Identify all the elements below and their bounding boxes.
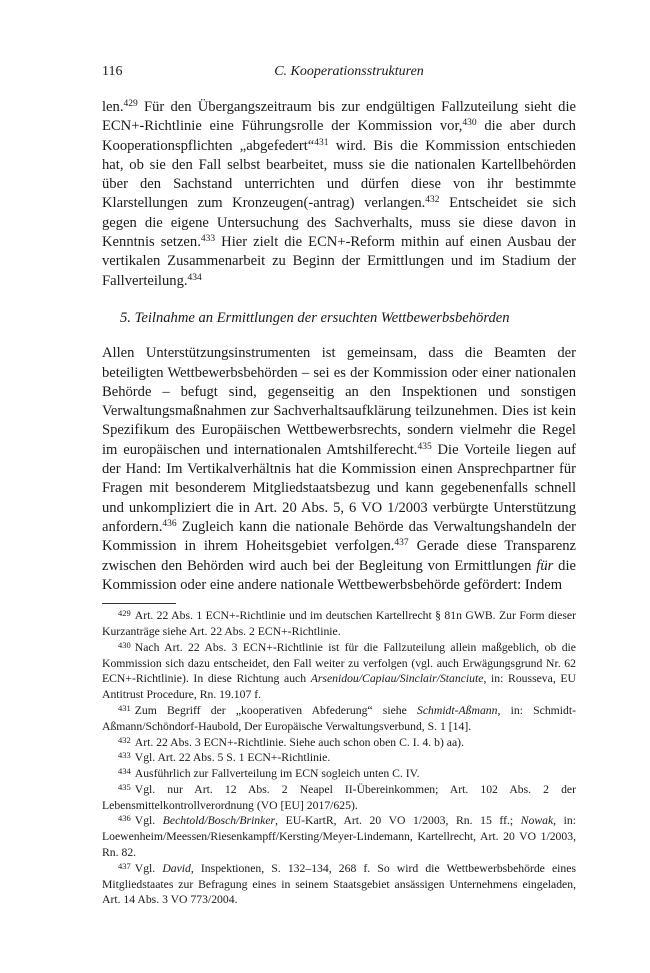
- author-names: Arsenidou/Capiau/Sinclair/Stanciute: [310, 672, 484, 686]
- footnote-text: Art. 22 Abs. 1 ECN+-Richtlinie und im deutschen Kartellrecht § 81n GWB. Zur Form dieser Kurzanträge siehe Art. 22 Abs. 2 ECN+-Richtlinie.: [102, 609, 576, 638]
- footnote-text: Vgl. nur Art. 12 Abs. 2 Neapel II-Übereinkommen; Art. 102 Abs. 2 der Lebensmittelkontrollverordnung (VO [EU] 2017/625).: [102, 782, 576, 812]
- footnote-text: Nach Art. 22 Abs. 3 ECN+-Richtlinie ist für die Fallzuteilung allein maßgeblich, ob die Kommission sich dazu entscheidet, den Fall weiter zu verfolgen (vgl. auch Erwägungsgrund Nr. 62 ECN+-Richtlinie). In diese Richtung auch: [102, 640, 576, 686]
- footnote-text: , Inspektionen, S. 132–134, 268 f. So wird die Wettbewerbsbehörde eines Mitgliedstaates zur Befragung eines in seinem Staatsgebiet ansässigen Unternehmens eingeladen, Art. 14 Abs. 3 VO 773/2004.: [102, 861, 576, 907]
- text-run: wird. Bis die Kommission entschieden hat, ob sie den Fall selbst bearbeitet, muss sie die nationalen Kartellbehörden über den Sachstand unterrichten und dürfen diese von ihr bestimmte Klarstellungen zum Kronzeugen(-antrag) verlangen.: [102, 137, 576, 212]
- document-page: [102, 64, 576, 908]
- page-header: [102, 64, 576, 84]
- author-names: Schmidt-Aßmann: [417, 703, 498, 717]
- footnote-number: 433: [118, 750, 131, 761]
- text-run: Zugleich kann die nationale Behörde das Verwaltungshandeln der Kommission in ihrem Hoheitsgebiet verfolgen.: [102, 518, 576, 555]
- text-run: Für den Übergangszeitraum bis zur endgültigen Fallzuteilung sieht die ECN+-Richtlinie eine Führungsrolle der Kommission vor,: [102, 99, 576, 135]
- page-number: 116: [102, 64, 123, 79]
- text-run: Die Vorteile liegen auf der Hand: Im Vertikalverhältnis hat die Kommission einen Ansprechpartner für Fragen mit besonderem Mitgliedstaatsbezug und kann gegebenenfalls schnell und unkompliziert die in Art. 20 Abs. 5, 6 VO 1/2003 verbürgte Unterstützung anfordern.: [102, 441, 576, 535]
- footnote-text: Ausführlich zur Fallverteilung im ECN sogleich unten C. IV.: [134, 767, 420, 781]
- footnote-number: 430: [118, 639, 131, 650]
- footnote-ref-432[interactable]: 432: [425, 195, 440, 206]
- text-run: Gerade diese Transparenz zwischen den Behörden wird auch bei der Begleitung von Ermittlungen: [102, 538, 576, 574]
- footnote-text: , in: Schmidt-Aßmann/Schöndorf-Haubold, Der Europäische Verwaltungsverbund, S. 1 [14].: [102, 703, 576, 733]
- footnote-separator: [102, 603, 176, 604]
- section-heading: 5. Teilnahme an Ermittlungen der ersuchten Wettbewerbsbehörden: [120, 309, 510, 326]
- footnote-text: Vgl. Art. 22 Abs. 5 S. 1 ECN+-Richtlinie.: [134, 751, 331, 765]
- text-run: Hier zielt die ECN+-Reform mithin auf einen Ausbau der vertikalen Zusammenarbeit zu Beginn der Ermittlungen und im Stadium der Fallverteilung.: [102, 234, 576, 289]
- footnote-ref-434[interactable]: 434: [187, 272, 202, 283]
- footnote-ref-437[interactable]: 437: [394, 538, 409, 549]
- footnote-text: Zum Begriff der „kooperativen Abfederung“ siehe: [134, 703, 417, 717]
- footnotes: [102, 608, 576, 908]
- footnote-433: [102, 750, 576, 766]
- footnote-ref-431[interactable]: 431: [314, 137, 329, 148]
- text-run: Entscheidet sie sich gegen die eigene Untersuchung des Sachverhalts, muss sie diese davon in Kenntnis setzen.: [102, 195, 576, 251]
- footnote-437: [102, 861, 576, 908]
- author-names: Bechtold/Bosch/Brinker: [162, 814, 276, 828]
- footnote-ref-430[interactable]: 430: [462, 118, 477, 129]
- footnote-number: 434: [118, 766, 131, 777]
- running-title: C. Kooperationsstrukturen: [274, 64, 424, 79]
- author-names: David: [162, 861, 191, 875]
- footnote-429: [102, 608, 576, 640]
- footnote-ref-436[interactable]: 436: [162, 518, 177, 529]
- text-run: die aber durch Kooperationspflichten „abgefedert“: [102, 118, 576, 154]
- footnote-431: [102, 703, 576, 735]
- footnote-text: , in: Loewenheim/Meessen/Riesenkampff/Kersting/Meyer-Lindemann, Kartellrecht, Art. 20 VO 1/2003, Rn. 82.: [102, 814, 577, 860]
- footnote-text: , in: Rousseva, EU Antitrust Procedure, Rn. 19.107 f.: [102, 672, 576, 702]
- paragraph-2: [102, 344, 576, 595]
- footnote-436: [102, 813, 576, 860]
- footnote-number: 431: [118, 702, 131, 713]
- footnote-number: 437: [118, 860, 131, 871]
- footnote-432: [102, 735, 576, 751]
- footnote-ref-435[interactable]: 435: [417, 441, 432, 452]
- footnote-430: [102, 640, 576, 703]
- text-run: die Kommission oder eine andere nationale Wettbewerbsbehörde gefördert: Indem: [102, 557, 576, 593]
- footnote-number: 429: [118, 608, 131, 619]
- footnote-text: Vgl.: [134, 861, 163, 875]
- footnote-number: 435: [118, 781, 131, 792]
- footnote-ref-429[interactable]: 429: [123, 99, 138, 109]
- footnote-435: [102, 782, 576, 814]
- footnote-text: Art. 22 Abs. 3 ECN+-Richtlinie. Siehe auch schon oben C. I. 4. b) aa).: [134, 735, 464, 749]
- footnote-number: 432: [118, 734, 131, 745]
- text-run: len.: [102, 99, 124, 115]
- emphasis-text: für: [536, 557, 554, 574]
- paragraph-1: [102, 98, 576, 291]
- main-text: [102, 98, 576, 595]
- footnote-ref-433[interactable]: 433: [200, 234, 216, 245]
- footnote-text: Vgl.: [134, 814, 163, 828]
- footnote-text: , EU-KartR, Art. 20 VO 1/2003, Rn. 15 ff.;: [275, 814, 521, 828]
- footnote-number: 436: [118, 813, 131, 824]
- author-names: Nowak: [520, 814, 554, 828]
- text-run: Allen Unterstützungsinstrumenten ist gemeinsam, dass die Beamten der beteiligten Wettbewerbsbehörden – sei es der Kommission oder einer nationalen Behörde – befugt sind, gegenseitig an den Inspektionen und sonstigen Verwaltungsmaßnahmen zur Sachverhaltsaufklärung teilzunehmen. Dies ist kein Spezifikum des Europäischen Wettbewerbsrechts, sondern vielmehr die Regel im europäischen und internationalen Amtshilferecht.: [102, 345, 576, 458]
- footnote-434: [102, 766, 576, 782]
